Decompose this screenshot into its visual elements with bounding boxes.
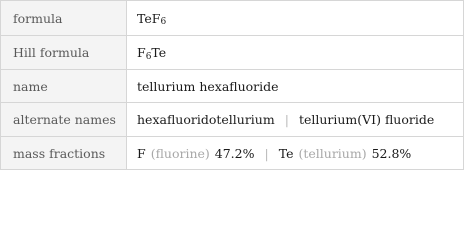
row-name	[1, 69, 463, 102]
mass-fraction-percent-te: 52.8%	[371, 145, 412, 161]
mass-fractions-value	[127, 137, 463, 169]
mass-fraction-element-te: (tellurium)	[298, 145, 367, 161]
row-mass-fractions	[1, 136, 463, 169]
row-hill-formula	[1, 35, 463, 69]
mass-fractions-separator: |	[264, 145, 269, 161]
formula-value	[127, 1, 463, 35]
name-value: tellurium hexafluoride	[137, 78, 279, 94]
alternate-name-1: hexafluoridotellurium	[137, 112, 275, 127]
row-formula	[1, 1, 463, 35]
mass-fraction-symbol-f: F	[137, 145, 146, 161]
row-label-formula: formula	[1, 1, 127, 35]
hill-formula-element-1: F	[137, 45, 146, 60]
mass-fraction-symbol-te: Te	[278, 145, 294, 161]
hill-formula-value	[127, 36, 463, 69]
row-label-hill-formula: Hill formula	[1, 36, 127, 69]
alternate-names-separator: |	[284, 112, 289, 127]
mass-fraction-percent-f: 47.2%	[214, 145, 255, 161]
mass-fraction-element-f: (fluorine)	[150, 145, 210, 161]
row-label-alternate-names: alternate names	[1, 103, 127, 136]
formula-subscript: 6	[160, 17, 167, 27]
alternate-names-value	[127, 103, 463, 136]
row-label-name: name	[1, 70, 127, 102]
alternate-name-2: tellurium(VI) fluoride	[298, 112, 435, 127]
formula-main: TeF	[137, 10, 161, 26]
hill-formula-subscript: 6	[145, 51, 152, 62]
hill-formula-element-2: Te	[151, 45, 167, 60]
row-alternate-names	[1, 102, 463, 136]
row-label-mass-fractions: mass fractions	[1, 137, 127, 169]
